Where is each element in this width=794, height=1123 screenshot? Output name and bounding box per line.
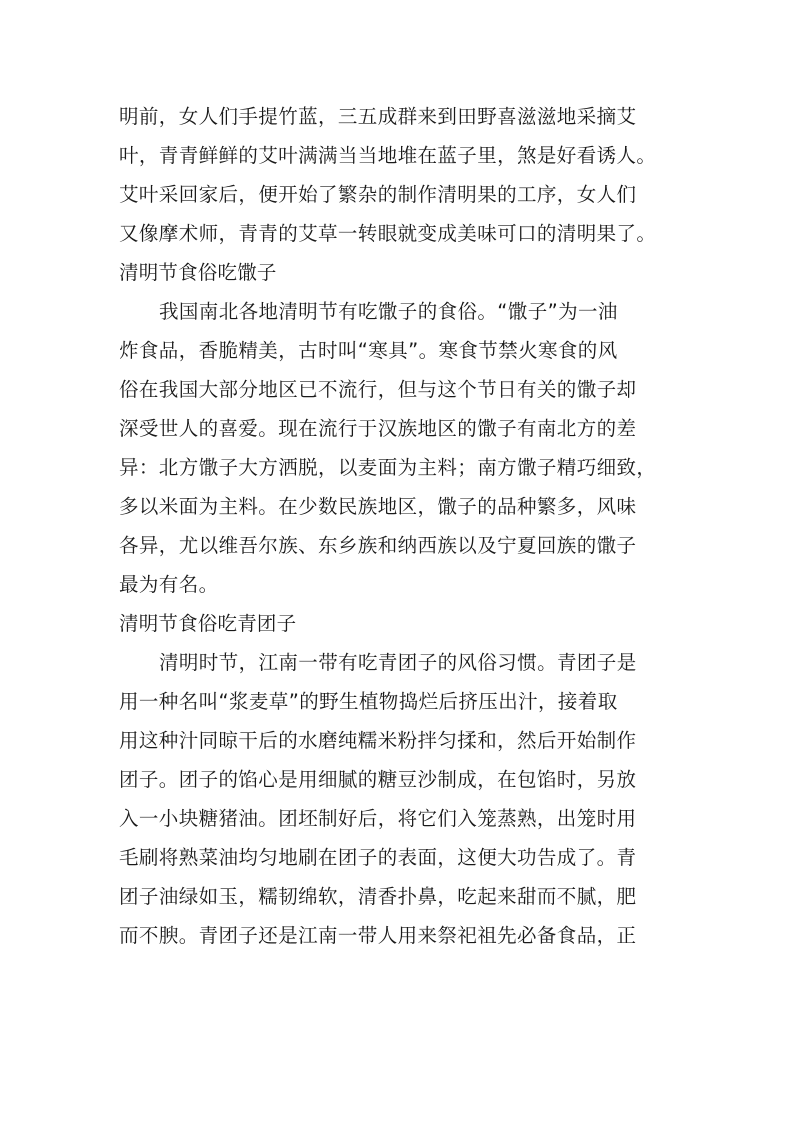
text-line: 多以米面为主料。在少数民族地区，馓子的品种繁多，风味 xyxy=(119,495,637,518)
section-heading-qingtuanzi: 清明节食俗吃青团子 xyxy=(119,612,297,635)
text-line: 用一种名叫“浆麦草”的野生植物捣烂后挤压出汁，接着取 xyxy=(119,690,618,713)
text-line: 又像摩术师，青青的艾草一转眼就变成美味可口的清明果了。 xyxy=(119,222,657,245)
document-body xyxy=(119,97,679,955)
text-line: 清明时节，江南一带有吃青团子的风俗习惯。青团子是 xyxy=(159,651,637,674)
text-line: 俗在我国大部分地区已不流行，但与这个节日有关的馓子却 xyxy=(119,378,637,401)
text-line: 毛刷将熟菜油均匀地刷在团子的表面，这便大功告成了。青 xyxy=(119,846,637,869)
text-line: 用这种汁同晾干后的水磨纯糯米粉拌匀揉和，然后开始制作 xyxy=(119,729,637,752)
section-heading-sanzi: 清明节食俗吃馓子 xyxy=(119,261,277,284)
text-line: 团子。团子的馅心是用细腻的糖豆沙制成，在包馅时，另放 xyxy=(119,768,637,791)
text-line: 我国南北各地清明节有吃馓子的食俗。“馓子”为一油 xyxy=(159,300,618,323)
text-line: 而不腴。青团子还是江南一带人用来祭祀祖先必备食品，正 xyxy=(119,924,637,947)
text-line: 入一小块糖猪油。团坯制好后，将它们入笼蒸熟，出笼时用 xyxy=(119,807,637,830)
text-line: 最为有名。 xyxy=(119,573,219,596)
text-line: 明前，女人们手提竹蓝，三五成群来到田野喜滋滋地采摘艾 xyxy=(119,105,637,128)
text-line: 艾叶采回家后，便开始了繁杂的制作清明果的工序，女人们 xyxy=(119,183,637,206)
text-line: 各异，尤以维吾尔族、东乡族和纳西族以及宁夏回族的馓子 xyxy=(119,534,637,557)
text-line: 深受世人的喜爱。现在流行于汉族地区的馓子有南北方的差 xyxy=(119,417,637,440)
text-line: 炸食品，香脆精美，古时叫“寒具”。寒食节禁火寒食的风 xyxy=(119,339,618,362)
text-line: 异：北方馓子大方洒脱，以麦面为主料；南方馓子精巧细致， xyxy=(119,456,657,479)
text-line: 叶，青青鲜鲜的艾叶满满当当地堆在蓝子里，煞是好看诱人。 xyxy=(119,144,657,167)
text-line: 团子油绿如玉，糯韧绵软，清香扑鼻，吃起来甜而不腻，肥 xyxy=(119,885,637,908)
